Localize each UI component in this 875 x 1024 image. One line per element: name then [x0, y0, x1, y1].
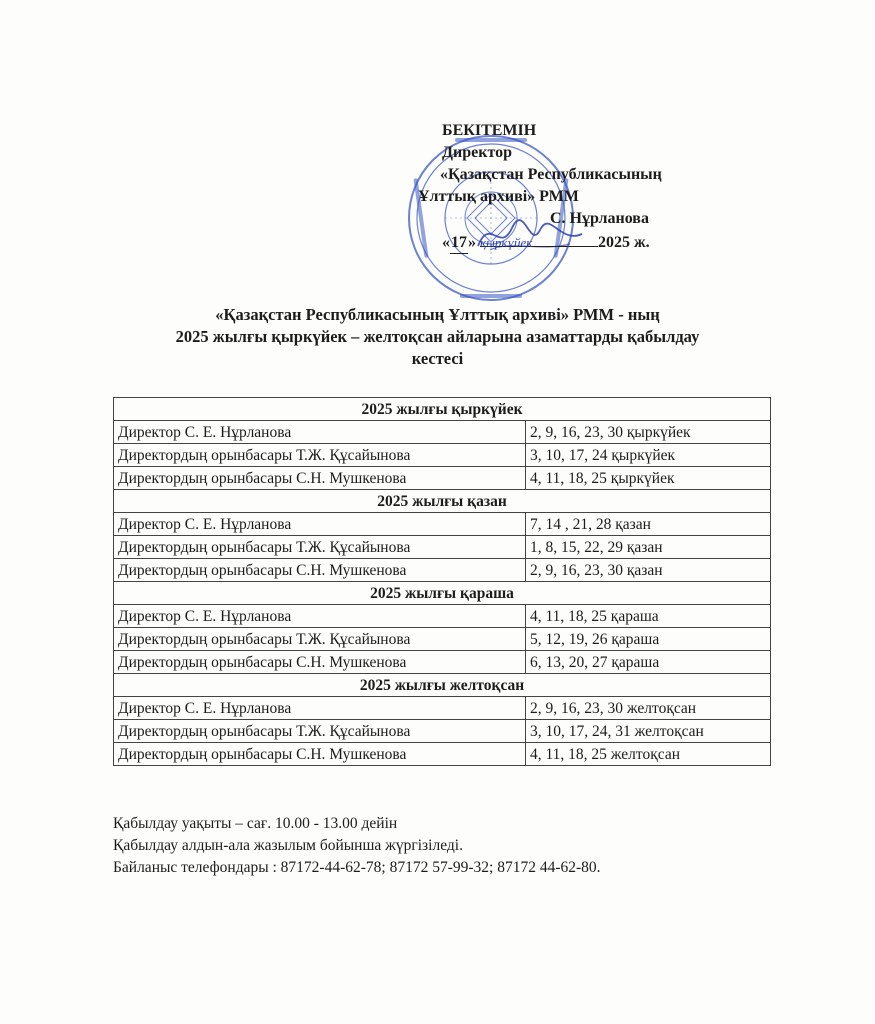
date-month-handwritten: [480, 232, 598, 250]
dates-cell: 2, 9, 16, 23, 30 қыркүйек: [526, 421, 771, 444]
approval-org-line-2: Ұлттық архиві» РММ: [418, 188, 579, 205]
person-cell: Директордың орынбасары Т.Ж. Құсайынова: [114, 444, 526, 467]
date-month: қыркүйек: [480, 235, 533, 250]
table-row: [114, 651, 771, 674]
table-row: [114, 421, 771, 444]
month-header: 2025 жылғы желтоқсан: [114, 674, 771, 697]
document-heading: [110, 304, 765, 370]
approval-date: [442, 232, 650, 254]
date-open-quote: «: [442, 234, 450, 251]
dates-cell: 7, 14 , 21, 28 қазан: [526, 513, 771, 536]
date-day: 17: [450, 232, 468, 254]
heading-line-2: 2025 жылғы қыркүйек – желтоқсан айларына азаматтарды қабылдау: [175, 327, 700, 346]
dates-cell: 6, 13, 20, 27 қараша: [526, 651, 771, 674]
person-cell: Директордың орынбасары С.Н. Мушкенова: [114, 559, 526, 582]
person-cell: Директордың орынбасары Т.Ж. Құсайынова: [114, 720, 526, 743]
person-cell: Директордың орынбасары С.Н. Мушкенова: [114, 651, 526, 674]
table-row: [114, 444, 771, 467]
approval-title: БЕКІТЕМІН: [442, 122, 537, 139]
table-row: [114, 697, 771, 720]
month-header-row: [114, 490, 771, 513]
person-cell: Директор С. Е. Нұрланова: [114, 605, 526, 628]
dates-cell: 1, 8, 15, 22, 29 қазан: [526, 536, 771, 559]
heading-line-3: кестесі: [411, 349, 464, 368]
table-row: [114, 720, 771, 743]
dates-cell: 3, 10, 17, 24 қыркүйек: [526, 444, 771, 467]
person-cell: Директордың орынбасары Т.Ж. Құсайынова: [114, 628, 526, 651]
dates-cell: 2, 9, 16, 23, 30 қазан: [526, 559, 771, 582]
dates-cell: 4, 11, 18, 25 желтоқсан: [526, 743, 771, 766]
dates-cell: 5, 12, 19, 26 қараша: [526, 628, 771, 651]
dates-cell: 4, 11, 18, 25 қыркүйек: [526, 467, 771, 490]
table-row: [114, 559, 771, 582]
dates-cell: 4, 11, 18, 25 қараша: [526, 605, 771, 628]
person-cell: Директор С. Е. Нұрланова: [114, 697, 526, 720]
contact-phones: Байланыс телефондары : 87172-44-62-78; 87172 57-99-32; 87172 44-62-80.: [113, 859, 601, 876]
person-cell: Директор С. Е. Нұрланова: [114, 421, 526, 444]
table-row: [114, 743, 771, 766]
heading-line-1: «Қазақстан Республикасының Ұлттық архиві» РММ - ның: [215, 305, 660, 324]
month-header: 2025 жылғы қараша: [114, 582, 771, 605]
month-header: 2025 жылғы қыркүйек: [114, 398, 771, 421]
approval-position: Директор: [442, 144, 512, 161]
date-close-quote: »: [468, 234, 476, 251]
table-row: [114, 536, 771, 559]
month-header: 2025 жылғы қазан: [114, 490, 771, 513]
person-cell: Директор С. Е. Нұрланова: [114, 513, 526, 536]
reception-schedule-table: [113, 397, 771, 766]
dates-cell: 3, 10, 17, 24, 31 желтоқсан: [526, 720, 771, 743]
month-header-row: [114, 582, 771, 605]
month-header-row: [114, 398, 771, 421]
person-cell: Директордың орынбасары Т.Ж. Құсайынова: [114, 536, 526, 559]
reception-registration-note: Қабылдау алдын-ала жазылым бойынша жүргізіледі.: [113, 837, 463, 854]
table-row: [114, 467, 771, 490]
person-cell: Директордың орынбасары С.Н. Мушкенова: [114, 467, 526, 490]
approval-org-line-1: «Қазақстан Республикасының: [440, 166, 662, 183]
table-row: [114, 605, 771, 628]
table-row: [114, 628, 771, 651]
reception-notes: [113, 813, 601, 879]
person-cell: Директордың орынбасары С.Н. Мушкенова: [114, 743, 526, 766]
dates-cell: 2, 9, 16, 23, 30 желтоқсан: [526, 697, 771, 720]
table-row: [114, 513, 771, 536]
approval-signer: С. Нұрланова: [550, 210, 649, 227]
month-header-row: [114, 674, 771, 697]
date-year: 2025 ж.: [598, 234, 650, 251]
reception-hours: Қабылдау уақыты – сағ. 10.00 - 13.00 дейін: [113, 815, 398, 832]
